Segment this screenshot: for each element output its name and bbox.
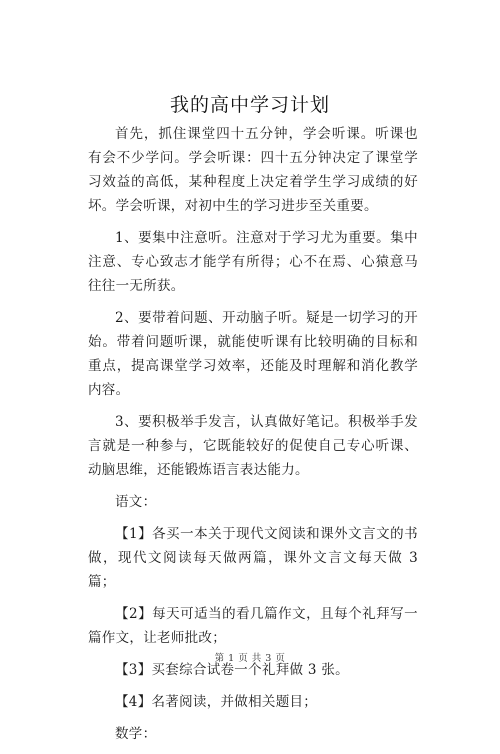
chinese-item-1: 【1】各买一本关于现代文阅读和课外文言文的书做，现代文阅读每天做两篇，课外文言文每天做 3 篇； [88,526,418,590]
chinese-item-4: 【4】名著阅读，并做相关题目； [115,694,318,710]
math-section-heading: 数学： [115,726,157,742]
point-1-paragraph: 1、要集中注意听。注意对于学习尤为重要。集中注意、专心致志才能学有所得；心不在焉、心猿意马往往一无所获。 [88,230,418,294]
intro-paragraph: 首先，抓住课堂四十五分钟，学会听课。听课也有会不少学问。学会听课：四十五分钟决定了课堂学习效益的高低，某种程度上决定着学生学习成绩的好坏。学会听课，对初中生的学习进步至关重要。 [88,126,418,214]
chinese-section-heading: 语文： [115,494,157,510]
point-2-paragraph: 2、要带着问题、开动脑子听。疑是一切学习的开始。带着问题听课，就能使听课有比较明确的目标和重点，提高课堂学习效率，还能及时理解和消化教学内容。 [88,310,418,398]
chinese-item-2: 【2】每天可适当的看几篇作文，且每个礼拜写一篇作文，让老师批改； [88,606,418,646]
chinese-item-3: 【3】买套综合试卷一个礼拜做 3 张。 [115,662,349,678]
document-title: 我的高中学习计划 [169,94,330,116]
point-3-paragraph: 3、要积极举手发言，认真做好笔记。积极举手发言就是一种参与，它既能较好的促使自己专心听课、动脑思维，还能锻炼语言表达能力。 [88,414,418,478]
page-indicator: 第 1 页 共 3 页 [214,653,286,664]
